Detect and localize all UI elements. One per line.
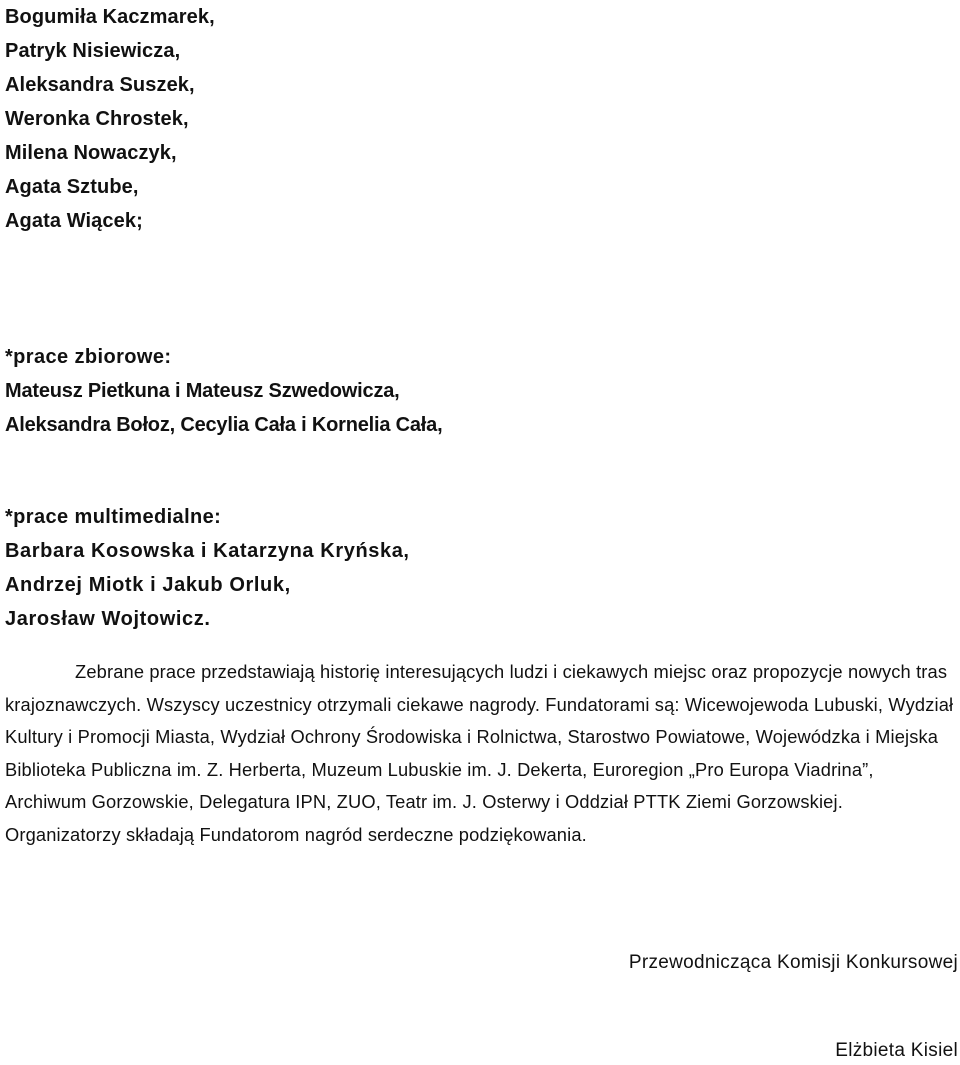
multimedia-works-heading: *prace multimedialne: <box>5 506 222 528</box>
summary-paragraph: Zebrane prace przedstawiają historię interesujących ludzi i ciekawych miejsc oraz propozycje nowych tras krajoznawczych. Wszyscy uczestnicy otrzymali ciekawe nagrody. Fundatorami są: Wicewojewoda Lubuski, Wydział Kultury i Promocji Miasta, Wydział Ochrony Środowiska i Rolnictwa, Starostwo Powiatowe, Wojewódzka i Miejska Biblioteka Publiczna im. Z. Herberta, Muzeum Lubuskie im. J. Dekerta, Euroregion „Pro Europa Viadrina”, Archiwum Gorzowskie, Delegatura IPN, ZUO, Teatr im. J. Osterwy i Oddział PTTK Ziemi Gorzowskiej. Organizatorzy składają Fundatorom nagród serdeczne podziękowania. <box>5 661 954 845</box>
winner-name: Aleksandra Suszek, <box>5 74 195 96</box>
winner-name: Weronka Chrostek, <box>5 108 189 130</box>
winner-name: Aleksandra Bołoz, Cecylia Cała i Kornelia Cała, <box>5 414 443 436</box>
winner-name: Milena Nowaczyk, <box>5 142 177 164</box>
winner-name: Barbara Kosowska i Katarzyna Kryńska, <box>5 540 410 562</box>
multimedia-works-list <box>5 500 410 636</box>
winner-name: Andrzej Miotk i Jakub Orluk, <box>5 574 291 596</box>
winner-name: Agata Sztube, <box>5 176 139 198</box>
winner-name: Patryk Nisiewicza, <box>5 40 181 62</box>
collective-works-heading: *prace zbiorowe: <box>5 346 172 368</box>
signature-title: Przewodnicząca Komisji Konkursowej <box>628 952 958 973</box>
winner-name: Agata Wiącek; <box>5 210 143 232</box>
winner-name: Jarosław Wojtowicz. <box>5 608 211 630</box>
winner-name: Bogumiła Kaczmarek, <box>5 6 215 28</box>
winner-name: Mateusz Pietkuna i Mateusz Szwedowicza, <box>5 380 400 402</box>
collective-works-list <box>5 340 442 442</box>
signature-name: Elżbieta Kisiel <box>835 1040 958 1061</box>
individual-winners-list <box>5 0 215 238</box>
